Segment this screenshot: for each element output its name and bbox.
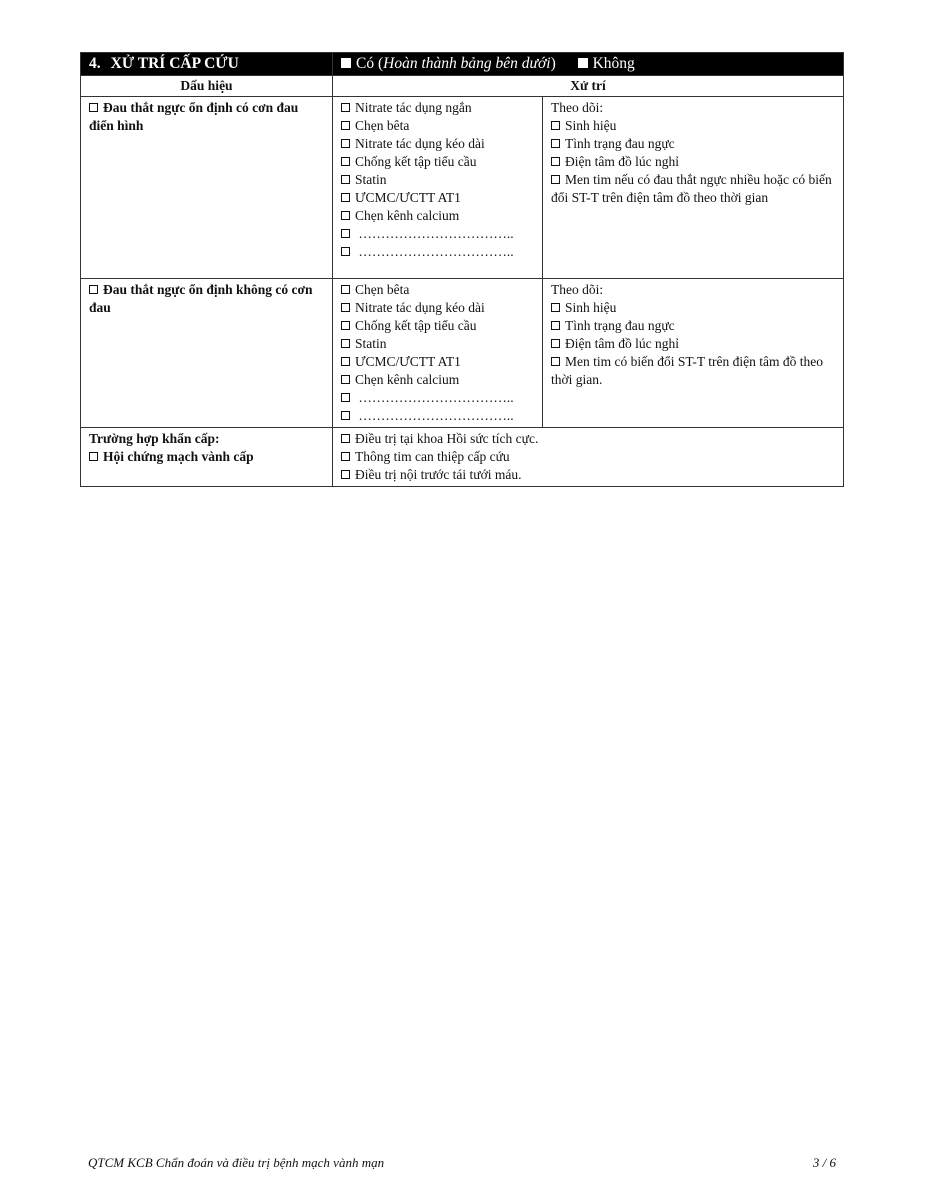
list-item <box>341 317 534 335</box>
monitor-label: Men tim có biến đổi ST-T trên điện tâm đồ theo thời gian. <box>551 354 823 387</box>
checkbox[interactable] <box>341 211 350 220</box>
checkbox[interactable] <box>341 175 350 184</box>
list-item <box>341 135 534 153</box>
treatment-label: Điều trị nội trước tái tưới máu. <box>355 467 522 482</box>
checkbox[interactable] <box>341 139 350 148</box>
list-item <box>341 189 534 207</box>
table-row <box>81 279 844 428</box>
monitor-title: Theo dõi: <box>551 100 604 115</box>
sign-label: Đau thắt ngực ổn định không có cơn đau <box>89 282 313 315</box>
column-header-treatment: Xử trí <box>333 76 844 97</box>
checkbox[interactable] <box>341 411 350 420</box>
list-item <box>551 135 835 153</box>
treatment-label: ƯCMC/ƯCTT AT1 <box>355 354 461 369</box>
checkbox[interactable] <box>341 303 350 312</box>
treatment-cell <box>333 97 543 279</box>
treatment-label: ƯCMC/ƯCTT AT1 <box>355 190 461 205</box>
list-item <box>341 207 534 225</box>
list-item <box>89 448 324 466</box>
monitor-label: Men tim nếu có đau thắt ngực nhiều hoặc có biến đổi ST-T trên điện tâm đồ theo thời gian <box>551 172 832 205</box>
list-item <box>551 299 835 317</box>
checkbox[interactable] <box>551 357 560 366</box>
checkbox-no[interactable] <box>578 58 588 68</box>
sign-cell <box>81 97 333 279</box>
monitor-label: Tình trạng đau ngực <box>565 318 675 333</box>
sign-label: Đau thắt ngực ổn định có cơn đau điển hình <box>89 100 299 133</box>
list-item <box>341 171 534 189</box>
column-header-signs: Dấu hiệu <box>81 76 333 97</box>
checkbox[interactable] <box>341 247 350 256</box>
list-item <box>551 171 835 207</box>
checkbox[interactable] <box>341 452 350 461</box>
sign-cell <box>81 279 333 428</box>
checkbox[interactable] <box>551 121 560 130</box>
list-item <box>551 153 835 171</box>
checkbox[interactable] <box>551 303 560 312</box>
list-item <box>341 299 534 317</box>
checkbox[interactable] <box>551 321 560 330</box>
checkbox[interactable] <box>341 103 350 112</box>
treatment-label: Thông tim can thiệp cấp cứu <box>355 449 510 464</box>
blank-line[interactable]: …………………………….. <box>358 244 514 259</box>
page-number: 3 / 6 <box>812 1155 836 1170</box>
treatment-label: Chống kết tập tiểu cầu <box>355 318 477 333</box>
table-row-emergency <box>81 428 844 487</box>
list-item <box>551 317 835 335</box>
footer-doc-title: QTCM KCB Chẩn đoán và điều trị bệnh mạch vành mạn <box>88 1155 385 1170</box>
checkbox[interactable] <box>551 339 560 348</box>
treatment-label: Statin <box>355 172 387 187</box>
emergency-treatment-table <box>80 52 844 487</box>
column-header-row <box>81 76 844 97</box>
option-no-label: Không <box>592 55 635 72</box>
list-item <box>341 225 534 243</box>
checkbox[interactable] <box>341 339 350 348</box>
emergency-title: Trường hợp khẩn cấp: <box>89 431 220 446</box>
monitor-cell <box>543 97 844 279</box>
section-options-cell: Có (Hoàn thành bảng bên dưới) Không <box>333 53 844 76</box>
treatment-label: Nitrate tác dụng kéo dài <box>355 300 485 315</box>
section-title-cell <box>81 53 333 76</box>
checkbox[interactable] <box>341 157 350 166</box>
treatment-label: Chẹn kênh calcium <box>355 208 460 223</box>
monitor-label: Sinh hiệu <box>565 300 617 315</box>
list-item <box>341 281 534 299</box>
treatment-label: Nitrate tác dụng ngắn <box>355 100 472 115</box>
list-item <box>551 335 835 353</box>
checkbox[interactable] <box>551 175 560 184</box>
treatment-label: Chống kết tập tiểu cầu <box>355 154 477 169</box>
checkbox[interactable] <box>89 285 98 294</box>
blank-line[interactable]: …………………………….. <box>358 226 514 241</box>
monitor-cell <box>543 279 844 428</box>
monitor-label: Tình trạng đau ngực <box>565 136 675 151</box>
section-title: XỬ TRÍ CẤP CỨU <box>110 55 239 72</box>
monitor-title: Theo dõi: <box>551 282 604 297</box>
sign-label: Hội chứng mạch vành cấp <box>103 449 254 464</box>
list-item <box>341 371 534 389</box>
monitor-label: Sinh hiệu <box>565 118 617 133</box>
checkbox[interactable] <box>341 193 350 202</box>
checkbox[interactable] <box>551 157 560 166</box>
treatment-cell <box>333 428 844 487</box>
checkbox[interactable] <box>341 121 350 130</box>
list-item <box>551 353 835 389</box>
treatment-label: Chẹn bêta <box>355 118 410 133</box>
section-header-row <box>81 53 844 76</box>
treatment-label: Chẹn kênh calcium <box>355 372 460 387</box>
blank-line[interactable]: …………………………….. <box>358 408 514 423</box>
list-item <box>341 99 534 117</box>
list-item <box>341 407 534 425</box>
list-item <box>341 243 534 261</box>
page-footer <box>88 1155 836 1171</box>
treatment-label: Chẹn bêta <box>355 282 410 297</box>
treatment-label: Điều trị tại khoa Hồi sức tích cực. <box>355 431 539 446</box>
option-yes-label: Có <box>356 55 375 72</box>
checkbox[interactable] <box>341 375 350 384</box>
checkbox[interactable] <box>89 452 98 461</box>
checkbox[interactable] <box>341 393 350 402</box>
sign-cell <box>81 428 333 487</box>
treatment-cell <box>333 279 543 428</box>
checkbox[interactable] <box>341 470 350 479</box>
monitor-label: Điện tâm đồ lúc nghỉ <box>565 154 679 169</box>
treatment-label: Nitrate tác dụng kéo dài <box>355 136 485 151</box>
table-row <box>81 97 844 279</box>
checkbox[interactable] <box>551 139 560 148</box>
checkbox[interactable] <box>89 103 98 112</box>
checkbox[interactable] <box>341 357 350 366</box>
list-item <box>341 389 534 407</box>
section-number: 4. <box>89 55 101 72</box>
list-item <box>341 430 835 448</box>
list-item <box>551 117 835 135</box>
treatment-label: Statin <box>355 336 387 351</box>
checkbox[interactable] <box>341 229 350 238</box>
checkbox[interactable] <box>341 321 350 330</box>
list-item <box>341 153 534 171</box>
list-item <box>341 335 534 353</box>
checkbox[interactable] <box>341 434 350 443</box>
option-yes-note: Hoàn thành bảng bên dưới <box>383 55 551 72</box>
list-item <box>341 466 835 484</box>
checkbox[interactable] <box>341 285 350 294</box>
list-item <box>341 117 534 135</box>
monitor-label: Điện tâm đồ lúc nghỉ <box>565 336 679 351</box>
blank-line[interactable]: …………………………….. <box>358 390 514 405</box>
list-item <box>341 353 534 371</box>
checkbox-yes[interactable] <box>341 58 351 68</box>
list-item <box>341 448 835 466</box>
